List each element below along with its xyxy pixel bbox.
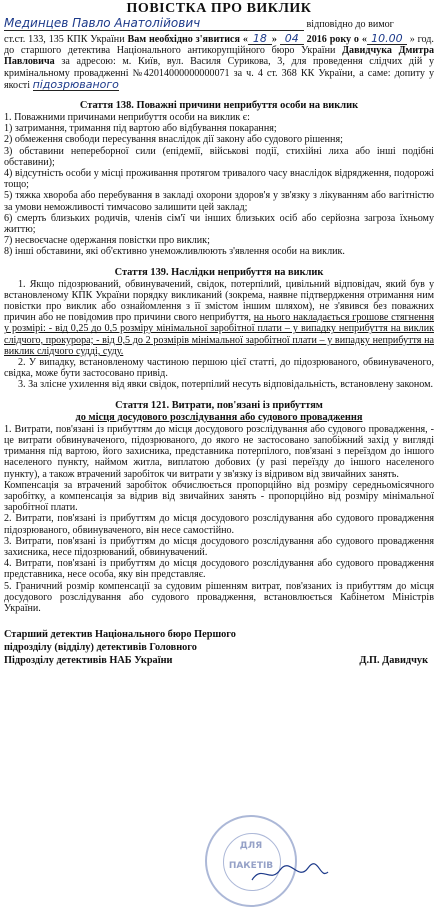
signature-block [4,628,434,667]
signer-name: Д.П. Давидчук [359,655,428,667]
art138-item: 5) тяжка хвороба або перебування в закладі охорони здоров'я у зв'язку з лікуванням або вагітністю за умови неможливості тимчасово залишити цей заклад; [4,190,434,213]
detective-name: Давидчука Дмитра Павловича [4,45,434,68]
art138-list [4,112,434,258]
art138-item: 4) відсутність особи у місці проживання протягом тривалого часу внаслідок відрядження, подорожі тощо; [4,168,434,191]
art138-item: 3) обставини непереборної сили (епідемії, військові події, стихійні лиха або інші подібні обставини); [4,145,434,168]
art138-item: 2) обмеження свободи пересування внаслідок дії закону або судового рішення; [4,134,343,146]
art138-item: 1) затримання, тримання під вартою або відбування покарання; [4,123,277,135]
appear-text: Вам необхідно з'явитися « [127,34,248,45]
art121-p5: 5. Граничний розмір компенсації за судовим рішенням витрат, пов'язаних із прибуттям до місця досудового розслідування або судового провадження, встановлюється Кабінетом Міністрів України. [4,580,434,614]
art139-p3: 3. За злісне ухилення від явки свідок, потерпілий несуть відповідальність, встановлену законом. [18,379,434,391]
summons-intro: ст.ст. 133, 135 КПК України Вам необхідно з'явитися « 18 » 04 2016 року о « 10.00 » год. до старшого детектива Національного антикорупційного бюро України Давидчука Дмитра Павловича за адресою: м. Київ, вул. Василя Сурикова, 3, для проведення слідчих дій у кримінальному провадженні №42014000000000071 за ч. 4 ст. 368 КК України, а саме: допиту у якості підозрюваного [4,32,434,91]
art139-p2: 2. У випадку, встановленому частиною першою цієї статті, до підозрюваного, обвинуваченого, свідка, може бути застосовано привід. [4,357,434,380]
recipient-line [4,17,434,31]
art139-penalty: на нього накладається грошове стягнення у розмірі: - від 0,25 до 0,5 розміру мінімальної заробітної плати – у випадку неприбуття на виклик слідчого, прокурора; - від 0,5 до 2 розмірів мінімальної заробітної плати – у випадку неприбуття на виклик слідчого судді, суду. [4,312,435,357]
art121-p4: 4. Витрати, пов'язані із прибуттям до місця досудового розслідування або судового провадження представника, несе особа, яку він представляє. [4,558,434,581]
art138-item: 6) смерть близьких родичів, членів сім'ї чи інших близьких осіб або серйозна загроза їхньому життю; [4,212,434,236]
appear-time-prefix: року о « [329,34,367,45]
recipient-name: Мединцев Павло Анатолійович [4,17,304,31]
art138-item: 8) інші обставини, які об'єктивно унеможливлюють з'явлення особи на виклик. [4,246,345,258]
art121-p3: 3. Витрати, пов'язані із прибуттям до місця досудового розслідування або судового провадження захисника, несе підозрюваний, обвинувачений. [4,535,434,558]
recipient-suffix: відповідно до вимог [306,19,394,30]
official-seal [205,815,297,907]
art138-heading: Стаття 138. Поважні причини неприбуття особи на виклик [79,100,359,112]
art138-item: 7) несвоєчасне одержання повістки про виклик; [4,235,210,247]
bureau-text: » год. до старшого детектива Національного антикорупційного бюро України [4,34,434,57]
document-title: ПОВІСТКА ПРО ВИКЛИК [126,1,312,16]
appear-time: 10.00 [367,33,407,45]
art139-p1-text: 1. Якщо підозрюваний, обвинувачений, свідок, потерпілий, цивільний відповідач, який був у встановленому КПК України порядку викликаний (зокрема, наявне підтвердження отримання ним повістки про виклик або ознайомлення з її змістом іншим шляхом), не з'явився без поважних причин або не повідомив про причини свого неприбуття, [4,278,434,324]
art121-p1b: Компенсація за втрачений заробіток обчислюється пропорційно від розміру середньомісячного заробітку, а компенсація за відрив від звичайних занять - пропорційно від розміру мінімальної заробітної плати. [4,479,434,514]
appear-year: 2016 [306,34,327,45]
appear-month: 04 [280,33,304,45]
art121-heading-line2: до місця досудового розслідування або судового провадження [75,411,363,423]
art121-p1: 1. Витрати, пов'язані із прибуттям до місця досудового розслідування або судового провадження, - це витрати обвинуваченого, підозрюваного, до якого не застосовано запобіжний захід у вигляді тримання під вартою, його захисника, представника потерпілого, пов'язані з переїздом до іншого населеного пункту, наймом житла, виплатою добових (у разі переїзду до іншого населеного пункту), а також втрачений заробіток чи витрати у зв'язку із відривом від звичайних занять. [4,423,434,480]
art139-p1 [4,279,434,357]
seal-text-bottom: ПАКЕТІВ [228,861,274,871]
appear-day: 18 [248,33,272,45]
art121-heading-line1: Стаття 121. Витрати, пов'язані із прибуттям [115,399,323,411]
seal-text-top: ДЛЯ [239,841,263,851]
art121-p2: 2. Витрати, пов'язані із прибуттям до місця досудового розслідування або судового провадження підозрюваного, обвинуваченого, він несе самостійно. [4,513,434,536]
signature-line3-row [4,654,434,667]
art138-item: 1. Поважними причинами неприбуття особи на виклик є: [4,112,250,124]
procedural-status: підозрюваного [32,77,119,91]
art121-heading [4,400,434,424]
signature-scribble [250,862,330,886]
signature-line1: Старший детектив Національного бюро Першого [4,629,236,641]
law-reference: ст.ст. 133, 135 КПК України [4,34,125,45]
address-text: за адресою: м. Київ, вул. Василя Сурикова, 3, для проведення слідчих дій у кримінальному провадженні №42014000000000071 за ч. 4 ст. 368 КК України, а саме: допиту у якості [4,56,434,91]
signature-line3: Підрозділу детективів НАБ України [4,655,173,667]
art139-heading: Стаття 139. Наслідки неприбуття на виклик [114,266,324,278]
signature-line2: підрозділу (відділу) детективів Головного [4,642,197,654]
